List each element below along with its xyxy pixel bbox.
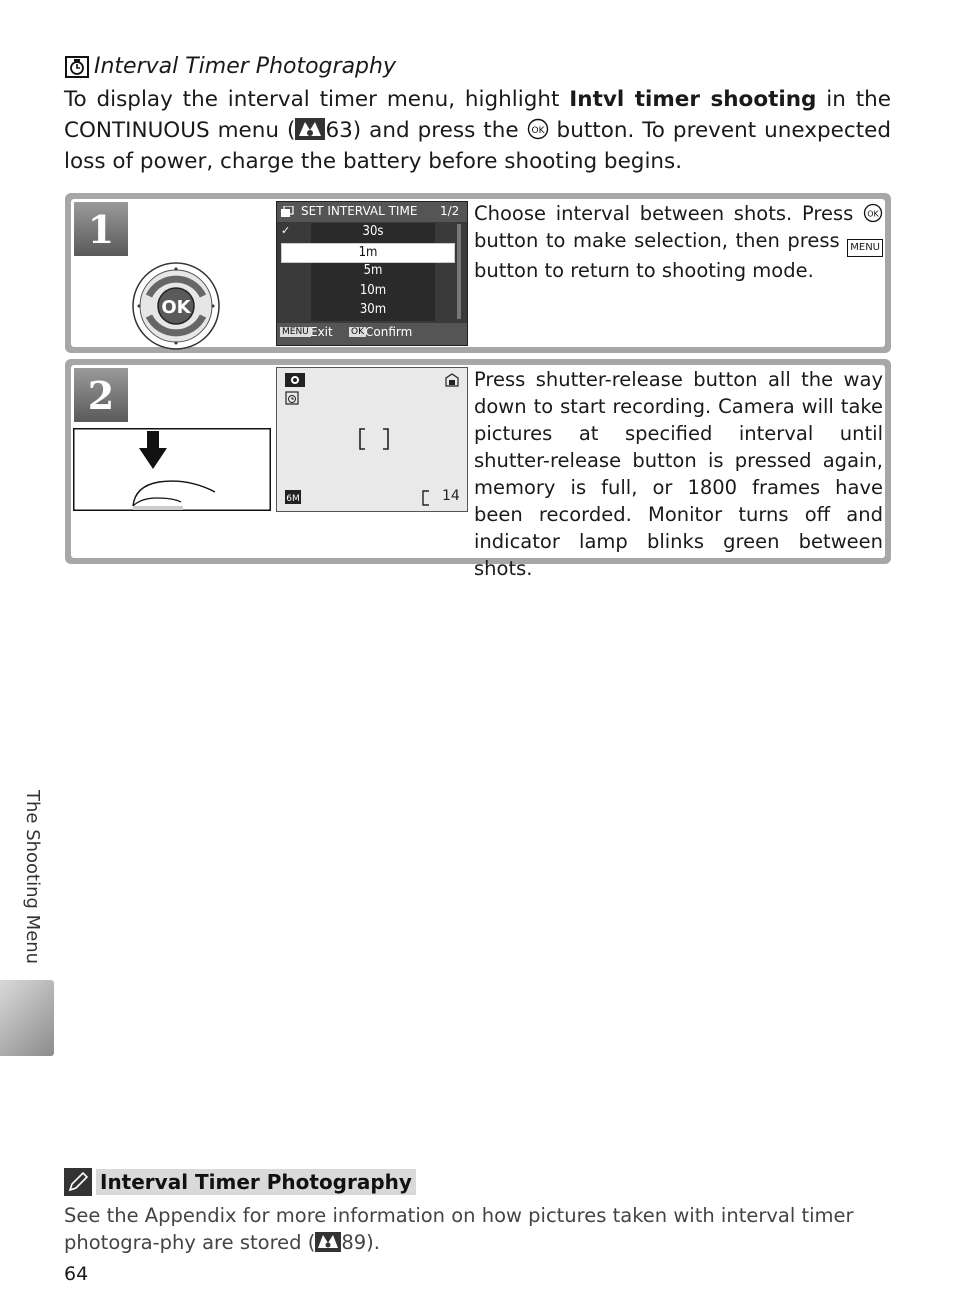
menu-scrollbar[interactable]: [457, 224, 461, 319]
svg-text:OK: OK: [531, 126, 545, 136]
intro-text-4: button. To prevent unexpected loss of power, charge the battery before shooting begins.: [64, 118, 892, 174]
interval-timer-icon: [64, 55, 90, 79]
note-ref: 89: [341, 1231, 367, 1254]
step-2-text: Press shutter-release button all the way down to start recording. Camera will take pictures at specified interval until shutter-release button is pressed again, memory is full, or 1800 frames have been recorded. Monitor turns off and indicator lamp blinks green between shots.: [474, 368, 883, 580]
frames-remaining: 14: [442, 488, 460, 504]
interval-timer-icon: [285, 391, 299, 405]
note-text-a: See the Appendix for more information on how pictures taken with interval timer photogra-phy are stored (: [64, 1204, 854, 1254]
svg-text:OK: OK: [867, 209, 879, 219]
intro-paragraph: [64, 84, 891, 177]
note-heading: [64, 1168, 416, 1196]
section-heading: [64, 54, 396, 79]
pencil-note-icon: [64, 1168, 92, 1196]
intro-bold: Intvl timer shooting: [569, 87, 817, 112]
checkmark-icon: ✓: [281, 224, 291, 237]
ok-key-icon: OK: [351, 327, 364, 337]
step-1-text-c: button to return to shooting mode.: [474, 259, 814, 282]
interval-menu-screen: [276, 201, 468, 346]
focus-brackets-icon: [359, 428, 389, 450]
menu-option-5m[interactable]: 5m: [363, 263, 383, 278]
side-section-tab: [0, 980, 54, 1056]
step-1-number: 1: [74, 202, 128, 256]
intro-text-3: ) and press the: [352, 118, 527, 143]
ok-button-icon: [527, 118, 549, 140]
step-1-text: [474, 200, 883, 284]
image-mode-icon: [285, 490, 301, 504]
note-text: [64, 1202, 892, 1256]
menu-option-30m[interactable]: 30m: [359, 302, 387, 317]
shooting-screen: [276, 367, 468, 512]
side-section-label: The Shooting Menu: [22, 790, 43, 965]
ok-button-icon: [863, 203, 883, 223]
reference-icon: [295, 118, 325, 140]
intro-text-1: To display the interval timer menu, highlight: [64, 87, 570, 112]
step-2-number: 2: [74, 368, 128, 422]
menu-button-icon: MENU: [847, 239, 883, 257]
page-number: 64: [64, 1263, 89, 1285]
step-1-text-b: button to make selection, then press: [474, 229, 848, 252]
intro-text-2: in the CONTINUOUS menu (: [64, 87, 891, 143]
camera-mode-icon: [285, 373, 305, 387]
menu-page-indicator: 1/2: [440, 204, 460, 218]
section-heading-text: Interval Timer Photography: [94, 54, 396, 79]
menu-option-30s[interactable]: 30s: [362, 224, 384, 239]
svg-text:OK: OK: [161, 297, 191, 318]
multi-selector-icon: [131, 261, 221, 351]
reference-icon: [315, 1232, 341, 1252]
continuous-mode-icon: [281, 206, 295, 218]
menu-key-icon: MENU: [282, 327, 309, 337]
note-text-b: ).: [366, 1231, 380, 1254]
menu-title: SET INTERVAL TIME: [301, 204, 418, 218]
intro-ref: 63: [325, 118, 353, 143]
menu-option-1m[interactable]: 1m: [281, 243, 455, 263]
frame-bracket-icon: [422, 490, 430, 506]
note-title: Interval Timer Photography: [96, 1169, 416, 1195]
menu-option-10m[interactable]: 10m: [359, 283, 387, 298]
step-2-box: [65, 359, 891, 580]
menu-confirm-label: Confirm: [365, 325, 413, 339]
internal-memory-icon: [445, 373, 459, 387]
menu-exit-label: Exit: [310, 325, 333, 339]
shutter-press-illustration: [73, 428, 271, 511]
step-1-text-a: Choose interval between shots. Press: [474, 202, 863, 225]
svg-text:6M: 6M: [286, 494, 300, 504]
step-1-box: [65, 193, 891, 353]
